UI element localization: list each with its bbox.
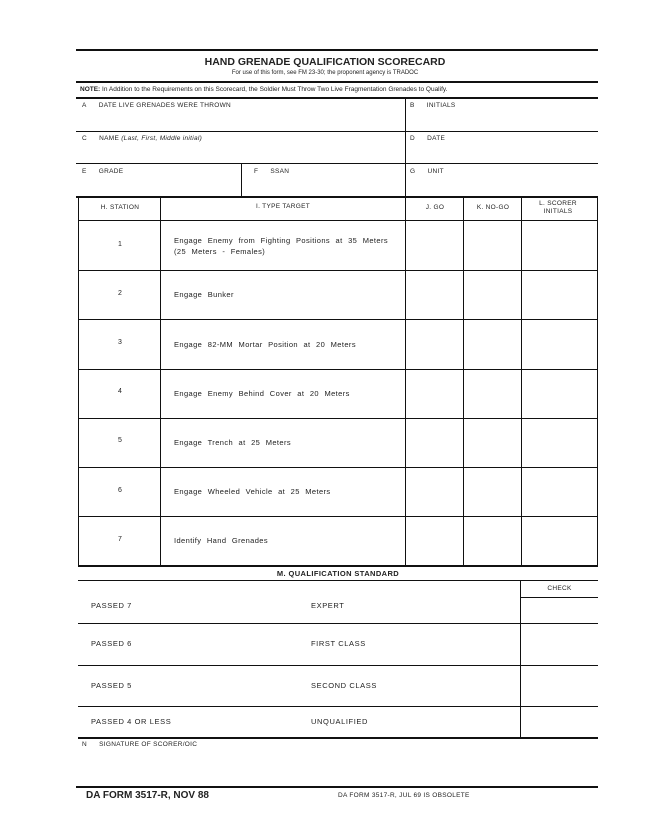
nogo-cell[interactable] [464, 517, 521, 564]
nogo-cell[interactable] [464, 222, 521, 269]
grade-field[interactable] [78, 176, 240, 195]
qualification-rating: UNQUALIFIED [311, 716, 369, 726]
station-number: 6 [118, 486, 122, 494]
field-c-text: NAME [99, 135, 120, 142]
field-d-label [410, 135, 445, 142]
scorer-initials-cell[interactable] [522, 222, 597, 269]
go-cell[interactable] [406, 468, 463, 515]
station-target: Engage 82-MM Mortar Position at 20 Meters [174, 339, 356, 349]
qualification-divider [78, 623, 598, 624]
header-nogo: K. NO-GO [476, 204, 510, 211]
nogo-cell[interactable] [464, 370, 521, 417]
row-divider [78, 565, 598, 567]
divider [78, 220, 598, 221]
unit-field[interactable] [408, 176, 596, 195]
qualification-rating: SECOND CLASS [311, 680, 377, 690]
station-target: Engage Bunker [174, 290, 234, 300]
form-subtitle: For use of this form, see FM 23-30; the proponent agency is TRADOC [231, 70, 419, 76]
field-b-text: INITIALS [426, 102, 456, 109]
field-g-text: UNIT [427, 168, 444, 175]
field-b-letter: B [410, 102, 415, 109]
check-header: CHECK [547, 585, 572, 592]
divider [521, 197, 522, 567]
divider [76, 131, 598, 132]
go-cell[interactable] [406, 222, 463, 269]
station-number: 1 [118, 240, 122, 248]
qualification-divider [78, 706, 598, 707]
signature-field[interactable] [78, 750, 598, 782]
scorer-initials-cell[interactable] [522, 419, 597, 466]
date-field[interactable] [408, 143, 596, 163]
field-a-letter: A [82, 102, 87, 109]
scorer-initials-cell[interactable] [522, 517, 597, 564]
station-number: 5 [118, 437, 122, 445]
divider [463, 197, 464, 567]
header-go: J. GO [425, 204, 445, 211]
scorer-initials-cell[interactable] [522, 320, 597, 367]
divider [405, 197, 406, 567]
divider [160, 197, 161, 567]
field-b-label [410, 102, 456, 109]
station-target: Engage Wheeled Vehicle at 25 Meters [174, 487, 331, 497]
go-cell[interactable] [406, 320, 463, 367]
field-f-letter: F [254, 168, 259, 175]
obsolete-note: DA FORM 3517-R, JUL 69 IS OBSOLETE [338, 792, 470, 799]
field-d-letter: D [410, 135, 415, 142]
station-number: 4 [118, 388, 122, 396]
station-number: 2 [118, 289, 122, 297]
field-f-label [254, 168, 289, 175]
station-target: Engage Trench at 25 Meters [174, 437, 292, 447]
field-e-label [82, 168, 123, 175]
divider [78, 737, 598, 739]
divider [78, 197, 79, 567]
go-cell[interactable] [406, 517, 463, 564]
divider [76, 196, 598, 198]
check-cell[interactable] [522, 599, 597, 622]
check-cell[interactable] [522, 666, 597, 705]
qualification-passed: PASSED 5 [91, 680, 132, 690]
qualification-rating: EXPERT [311, 600, 345, 610]
note-text: In Addition to the Requirements on this Scorecard, the Soldier Must Throw Two Live Fragmentation Grenades to Qualify. [102, 86, 448, 93]
signature-text: SIGNATURE OF SCORER/OIC [99, 741, 198, 748]
form-id: DA FORM 3517-R, NOV 88 [86, 790, 209, 801]
station-number: 3 [118, 339, 122, 346]
field-a-label [82, 102, 231, 109]
divider [405, 98, 406, 196]
qualification-passed: PASSED 4 OR LESS [91, 716, 172, 726]
field-e-letter: E [82, 168, 87, 175]
nogo-cell[interactable] [464, 419, 521, 466]
field-c-hint: (Last, First, Middle initial) [121, 135, 203, 142]
station-target: Engage Enemy from Fighting Positions at 35 Meters (25 Meters - Females) [174, 235, 389, 256]
title-rule [76, 81, 598, 83]
divider [521, 597, 598, 598]
qualification-heading: M. QUALIFICATION STANDARD [276, 569, 400, 578]
field-g-label [410, 168, 444, 175]
initials-field[interactable] [408, 110, 596, 130]
note-label: NOTE: [80, 86, 101, 93]
field-g-letter: G [410, 168, 416, 175]
qualification-divider [78, 665, 598, 666]
signature-label [82, 741, 197, 748]
ssan-field[interactable] [244, 176, 404, 195]
top-rule [76, 49, 598, 51]
scorer-initials-cell[interactable] [522, 468, 597, 515]
scorer-initials-cell[interactable] [522, 370, 597, 417]
footer-rule [76, 786, 598, 788]
note-line [80, 86, 447, 93]
field-e-text: GRADE [98, 168, 124, 175]
qualification-passed: PASSED 7 [91, 600, 132, 610]
name-field[interactable] [78, 143, 404, 163]
check-cell[interactable] [522, 707, 597, 736]
field-c-letter: C [82, 135, 87, 142]
divider [597, 197, 598, 567]
nogo-cell[interactable] [464, 320, 521, 367]
station-number: 7 [118, 535, 122, 543]
go-cell[interactable] [406, 419, 463, 466]
field-d-text: DATE [427, 135, 446, 142]
go-cell[interactable] [406, 271, 463, 318]
nogo-cell[interactable] [464, 271, 521, 318]
scorer-initials-cell[interactable] [522, 271, 597, 318]
field-c-label [82, 135, 202, 142]
header-type-target: I. TYPE TARGET [255, 203, 311, 210]
qualification-passed: PASSED 6 [91, 639, 132, 648]
date-thrown-field[interactable] [78, 110, 404, 130]
signature-letter: N [82, 741, 87, 748]
note-rule [76, 97, 598, 99]
divider [76, 163, 598, 164]
station-target: Engage Enemy Behind Cover at 20 Meters [174, 388, 350, 398]
qualification-rating: FIRST CLASS [311, 639, 366, 648]
field-a-text: DATE LIVE GRENADES WERE THROWN [98, 102, 232, 109]
field-f-text: SSAN [270, 168, 290, 175]
header-scorer: L. SCORER INITIALS [539, 200, 577, 215]
divider [241, 164, 242, 196]
check-cell[interactable] [522, 624, 597, 664]
go-cell[interactable] [406, 370, 463, 417]
header-station: H. STATION [100, 204, 140, 211]
nogo-cell[interactable] [464, 468, 521, 515]
divider [520, 581, 521, 738]
station-target: Identify Hand Grenades [174, 536, 269, 546]
form-title: HAND GRENADE QUALIFICATION SCORECARD [204, 56, 446, 68]
